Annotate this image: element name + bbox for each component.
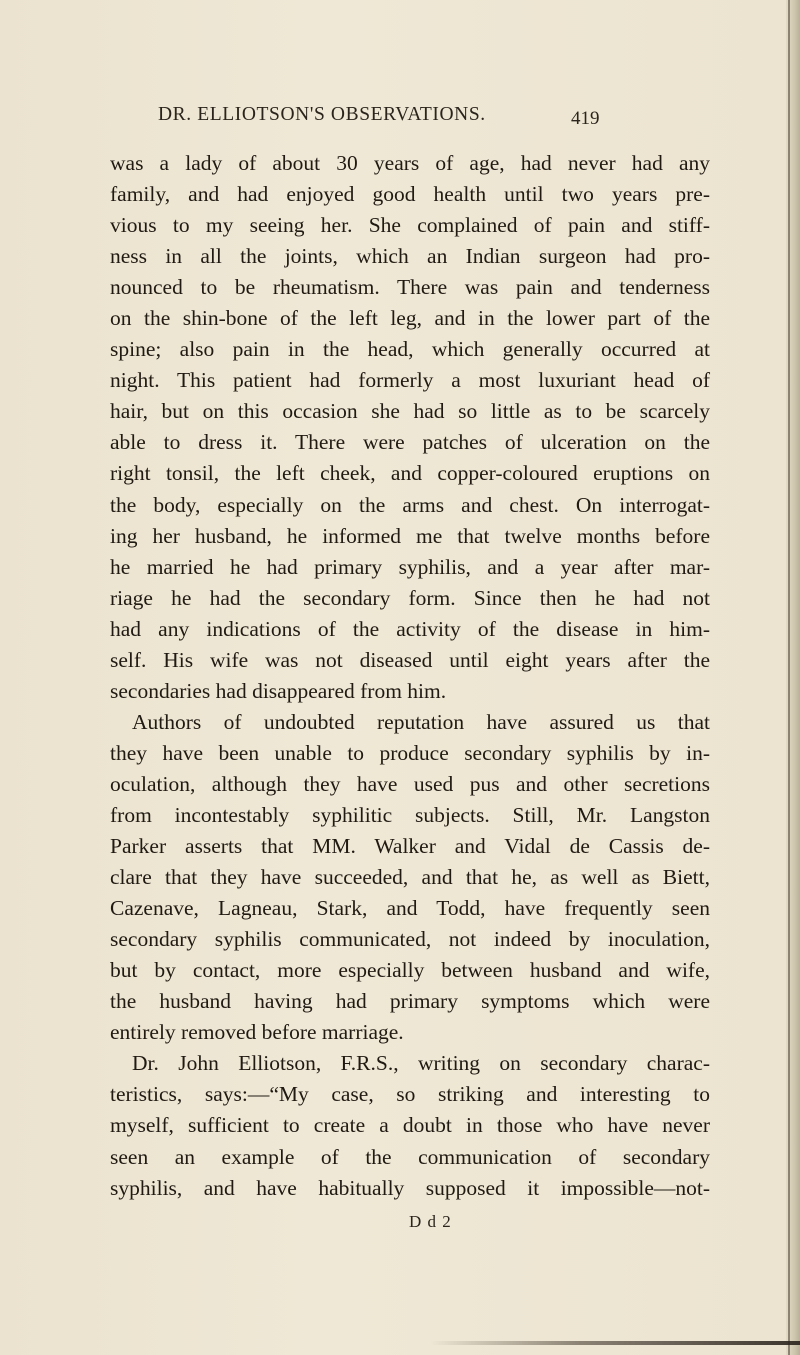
text-line: right tonsil, the left cheek, and copper-coloured eruptions on <box>110 461 710 486</box>
text-line: oculation, although they have used pus and other secretions <box>110 771 710 796</box>
text-line: they have been unable to produce secondary syphilis by in- <box>110 740 710 765</box>
text-line: Dr. John Elliotson, F.R.S., writing on secondary charac- <box>132 1051 710 1076</box>
text-line: entirely removed before marriage. <box>110 1020 404 1045</box>
text-line: family, and had enjoyed good health until two years pre- <box>110 182 710 207</box>
text-line: night. This patient had formerly a most luxuriant head of <box>110 368 710 393</box>
text-line: had any indications of the activity of the disease in him- <box>110 616 710 641</box>
body-text <box>110 148 710 1204</box>
text-line: seen an example of the communication of secondary <box>110 1144 710 1169</box>
signature-mark: D d 2 <box>409 1212 452 1231</box>
text-line: Parker asserts that MM. Walker and Vidal de Cassis de- <box>110 834 710 859</box>
text-line: secondaries had disappeared from him. <box>110 678 447 703</box>
text-line: nounced to be rheumatism. There was pain and tenderness <box>110 275 710 300</box>
text-line: hair, but on this occasion she had so little as to be scarcely <box>110 399 710 424</box>
text-line: syphilis, and have habitually supposed it impossible—not- <box>110 1175 710 1200</box>
text-line: the body, especially on the arms and chest. On interrogat- <box>110 492 710 517</box>
text-line: myself, sufficient to create a doubt in those who have never <box>110 1113 710 1138</box>
text-line: on the shin-bone of the left leg, and in the lower part of the <box>110 306 710 331</box>
page-number: 419 <box>571 108 600 129</box>
text-line: secondary syphilis communicated, not indeed by inoculation, <box>110 927 710 952</box>
text-line: spine; also pain in the head, which generally occurred at <box>110 337 710 362</box>
page-header <box>0 104 800 134</box>
text-line: Cazenave, Lagneau, Stark, and Todd, have frequently seen <box>110 896 710 921</box>
page-bottom-edge <box>430 1341 800 1345</box>
page-edge-line <box>788 0 790 1355</box>
running-head: DR. ELLIOTSON'S OBSERVATIONS. <box>158 104 486 125</box>
text-line: ness in all the joints, which an Indian surgeon had pro- <box>110 244 710 269</box>
text-line: self. His wife was not diseased until eight years after the <box>110 647 710 672</box>
text-line: was a lady of about 30 years of age, had never had any <box>110 151 710 175</box>
text-line: riage he had the secondary form. Since then he had not <box>110 585 710 610</box>
text-line: Authors of undoubted reputation have assured us that <box>132 709 710 734</box>
text-line: clare that they have succeeded, and that he, as well as Biett, <box>110 865 710 890</box>
text-line: vious to my seeing her. She complained of pain and stiff- <box>110 213 710 238</box>
text-line: from incontestably syphilitic subjects. Still, Mr. Langston <box>110 802 710 827</box>
text-line: he married he had primary syphilis, and a year after mar- <box>110 554 710 579</box>
text-line: teristics, says:—“My case, so striking and interesting to <box>110 1082 710 1107</box>
text-line: but by contact, more especially between husband and wife, <box>110 958 710 983</box>
text-line: ing her husband, he informed me that twelve months before <box>110 523 710 548</box>
text-line: the husband having had primary symptoms which were <box>110 989 710 1014</box>
text-line: able to dress it. There were patches of ulceration on the <box>110 430 710 455</box>
